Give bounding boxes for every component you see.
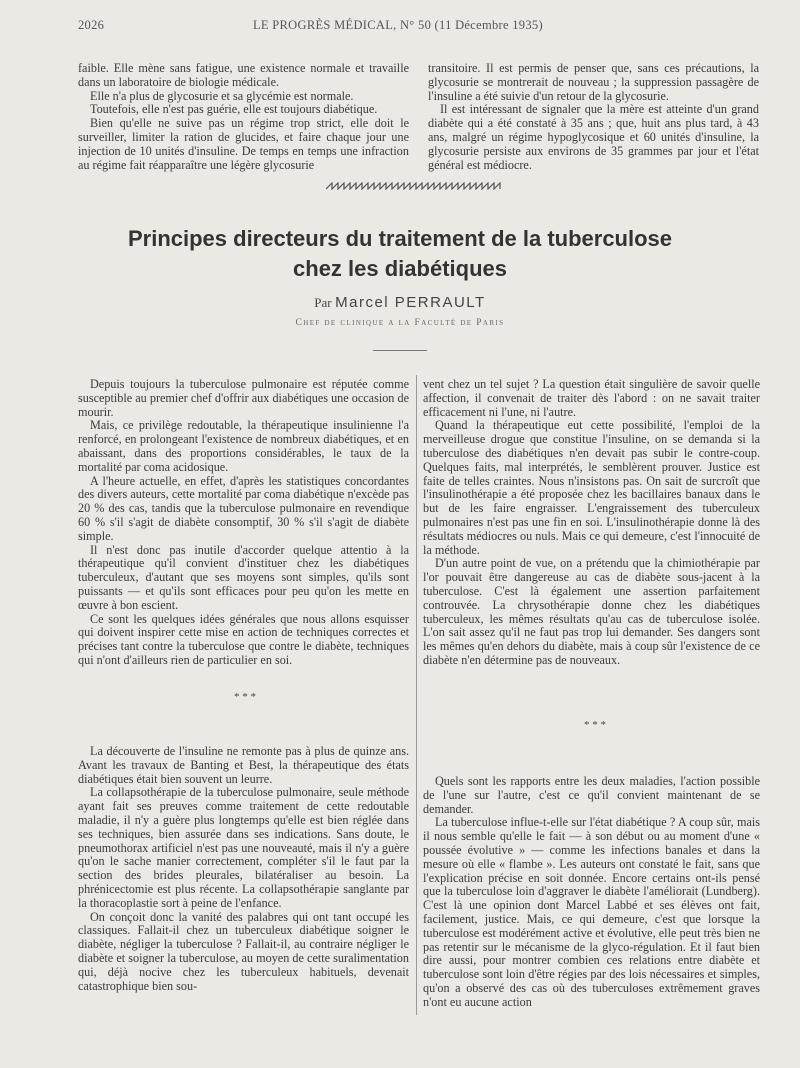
title-line-2: chez les diabétiques	[293, 256, 507, 281]
paragraph: Bien qu'elle ne suive pas un régime trop strict, elle doit le surveiller, limiter la ration de glucides, et faire chaque jour une injection de 10 unités d'insuline. De temps en temps une infraction au régime fait réapparaître une légère glycosurie	[78, 116, 409, 172]
author-name: Marcel PERRAULT	[335, 294, 486, 311]
paragraph: Mais, ce privilège redoutable, la thérapeutique insulinienne l'a renforcé, en prolongeant l'existence de nombreux diabétiques, et en abaissant, dans des proportions considérables, le taux de la mortalité par coma acidosique.	[78, 418, 409, 474]
paragraph: faible. Elle mène sans fatigue, une existence normale et travaille dans un laboratoire de biologie médicale.	[78, 61, 409, 89]
paragraph: Il est intéressant de signaler que la mère est atteinte d'un grand diabète qui a été constaté à 35 ans ; que, huit ans plus tard, à 43 ans, malgré un régime hypoglycosique et 60 unités d'insuline, la glycosurie persiste aux environs de 35 grammes par jour et l'état général est médiocre.	[428, 102, 759, 172]
paragraph: Ce sont les quelques idées générales que nous allons esquisser qui doivent inspirer cette mise en action de techniques correctes et précises tant contre la tuberculose que contre le diabète, techniques qui n'ont d'ailleurs rien de particulier en soi.	[78, 611, 409, 667]
byline-par: Par	[314, 295, 332, 310]
right-column	[423, 378, 760, 668]
left-column	[78, 378, 409, 668]
paragraph: Il n'est donc pas inutile d'accorder quelque attentio à la thérapeutique qu'il convient d'instituer chez les diabétiques tuberculeux, d'autant que ses moyens sont simples, qu'ils sont puissants — et qu'ils sont efficaces pour peu qu'on les mette en œuvre à bon escient.	[78, 542, 409, 612]
paragraph: La collapsothérapie de la tuberculose pulmonaire, seule méthode ayant fait ses preuves comme traitement de cette redoutable maladie, il n'y a guère plus longtemps qu'elle est bien réglée dans ses techniques, bien assurée dans ses indications. Sans doute, le pneumothorax artificiel n'est pas une nouveauté, mais il n'y a guère qu'on le sache manier correctement, compléter s'il le faut par la section des brides pleurales, bilatéraliser au besoin. La phrénicectomie est plus récente. La collapsothérapie sanglante par la thoracoplastie sort à peine de l'enfance.	[78, 785, 409, 910]
paragraph: D'un autre point de vue, on a prétendu que la chimiothérapie par l'or pouvait être dangereuse au cas de diabète sous-jacent à la tuberculose. C'est là également une assertion parfaitement controuvée. La chrysothérapie donne chez les diabétiques tuberculeux, les mêmes résultats qu'au cas de tuberculose isolée. L'on sait assez qu'il ne faut pas trop lui demander. Ses dangers sont les mêmes qu'en dehors du diabète, mais à coup sûr l'existence de ce diabète n'en détermine pas de nouveaux.	[423, 556, 760, 667]
byline	[60, 294, 740, 312]
paragraph: Depuis toujours la tuberculose pulmonaire est réputée comme susceptible au premier chef d'offrir aux diabétiques une occasion de mourir.	[78, 377, 409, 419]
title-rule	[373, 350, 427, 351]
top-left-column	[78, 62, 409, 172]
page-number: 2026	[78, 18, 105, 32]
author-affiliation: Chef de clinique a la Faculté de Paris	[295, 318, 505, 328]
right-column-lower	[423, 775, 760, 1010]
paragraph: Quels sont les rapports entre les deux maladies, l'action possible de l'une sur l'autre, c'est ce qu'il convient maintenant de se demander.	[423, 774, 760, 816]
paragraph: Toutefois, elle n'est pas guérie, elle est toujours diabétique.	[90, 102, 378, 117]
column-rule	[416, 375, 417, 1015]
asterism-left: * * *	[234, 691, 256, 703]
top-right-column	[428, 62, 759, 172]
running-title: LE PROGRÈS MÉDICAL, N° 50 (11 Décembre 1935)	[253, 18, 543, 32]
paragraph: La tuberculose influe-t-elle sur l'état diabétique ? A coup sûr, mais il nous semble qu'elle le fait — à son début ou au moment d'une « poussée évolutive » — comme les infections banales et dans la mesure où elle « flambe ». Les auteurs ont constaté le fait, sans que l'explication précise en soit donnée. Encore certains ont-ils pensé que la tuberculose loin d'aggraver le diabète l'améliorait (Lundberg). C'est là une opinion dont Marcel Labbé et ses élèves ont fait, facilement, justice. Mais, ce qui demeure, c'est que lorsque la tuberculose est modérément active et évolutive, elle peut très bien ne pas retentir sur le mécanisme de la glyco-régulation. Et il faut bien dire aussi, pour montrer combien ces relations entre diabète et tuberculose sont loin d'être régies par des lois nécessaires et simples, qu'on a observé des cas où des tuberculoses extrêmement graves n'ont eu aucune action	[423, 815, 760, 1009]
paragraph: A l'heure actuelle, en effet, d'après les statistiques concordantes des divers auteurs, cette mortalité par coma diabétique n'excède pas 20 % des cas, tandis que la tuberculose pulmonaire en revendique 60 % s'il s'agit de diabète consomptif, 30 % s'il s'agit de diabète simple.	[78, 473, 409, 543]
left-column-lower	[78, 745, 409, 993]
paragraph: On conçoit donc la vanité des palabres qui ont tant occupé les classiques. Fallait-il chez un tuberculeux diabétique soigner le diabète, négliger la tuberculose ? Fallait-il, au contraire négliger le diabète et soigner la tuberculose, au moyen de cette suralimentation qui, déjà nocive chez les tuberculeux habituels, devenait catastrophique bien sou-	[78, 909, 409, 993]
paragraph: transitoire. Il est permis de penser que, sans ces précautions, la glycosurie se montrerait de nouveau ; la suppression passagère de l'insuline a été suivie d'un retour de la glycosurie.	[428, 61, 759, 103]
paragraph: vent chez un tel sujet ? La question était singulière de savoir quelle affection, il convenait de traiter dès l'abord : on ne savait traiter efficacement ni l'une, ni l'autre.	[423, 377, 760, 419]
asterism-right: * * *	[584, 719, 606, 731]
ornamental-divider	[326, 182, 504, 190]
paragraph: La découverte de l'insuline ne remonte pas à plus de quinze ans. Avant les travaux de Banting et Best, la thérapeutique des états diabétiques était bien souvent un leurre.	[78, 744, 409, 786]
article-title	[60, 224, 740, 284]
paragraph: Quand la thérapeutique eut cette possibilité, l'emploi de la merveilleuse drogue que constitue l'insuline, on se demanda si la tuberculose des diabétiques n'en devait pas subir le contre-coup. Quelques faits, mal interprétés, le semblèrent prouver. Justice est faite de telles craintes. Nous n'insistons pas. On sait de surcroît que l'insulinothérapie a été proposée chez les bacillaires banaux dans le but de les faire engraisser. L'engraissement des tuberculeux pulmonaires n'est pas une fin en soi. L'insulinothérapie donne là des résultats médiocres ou nuls. Mais ce qui demeure, c'est l'innocuité de la méthode.	[423, 418, 760, 557]
paragraph: Elle n'a plus de glycosurie et sa glycémie est normale.	[90, 88, 354, 103]
title-line-1: Principes directeurs du traitement de la tuberculose	[127, 226, 673, 251]
